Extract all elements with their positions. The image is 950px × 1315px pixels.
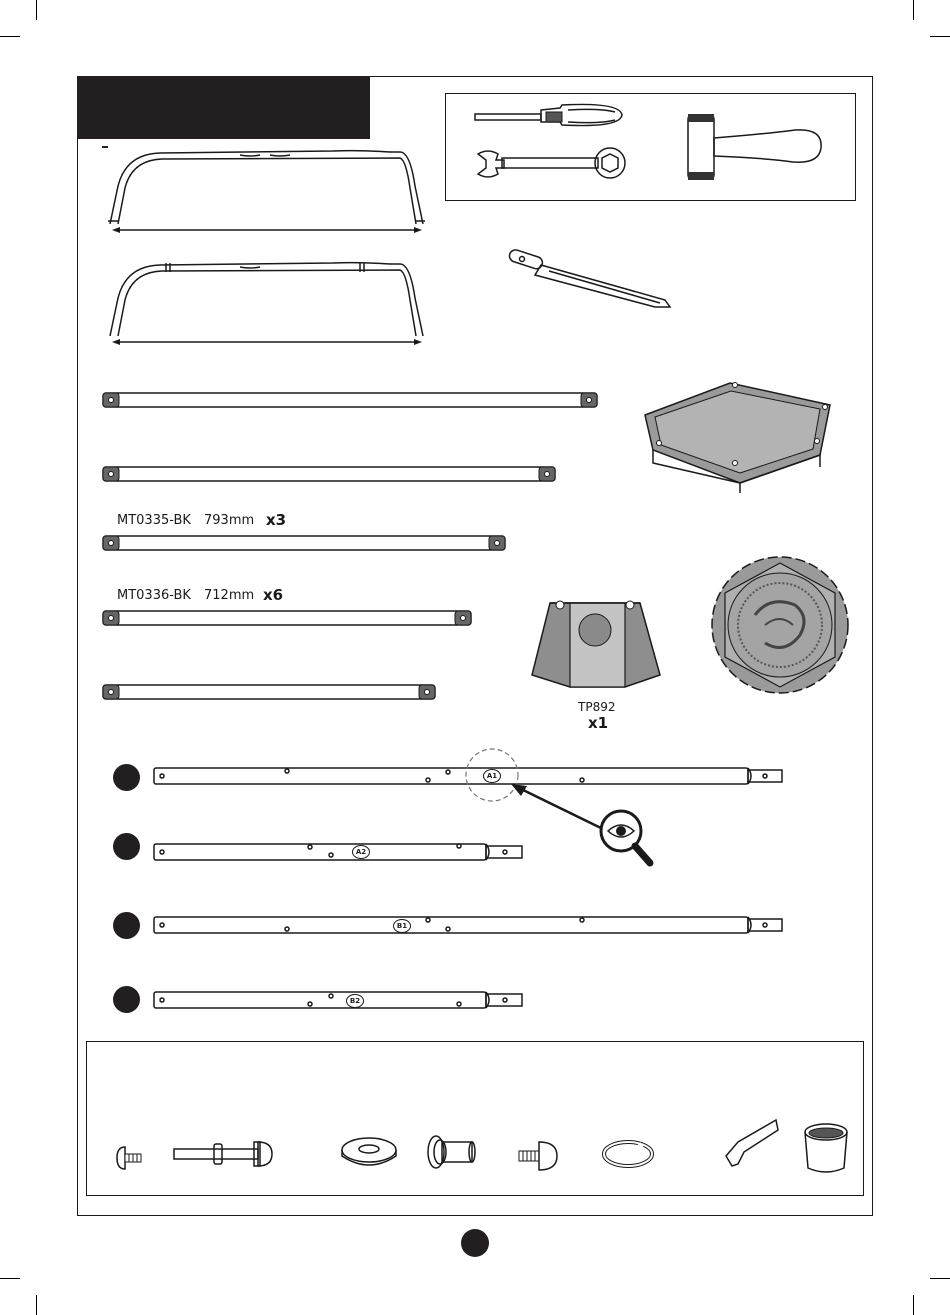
crop-mark	[930, 1278, 950, 1279]
tube-mt0336-2	[100, 682, 440, 702]
callout-b1: B1	[393, 919, 411, 933]
crop-mark	[913, 1295, 914, 1315]
washer-icon	[340, 1134, 400, 1170]
leg-b2	[150, 988, 530, 1014]
tube-long-2	[100, 464, 560, 484]
pry-tool-icon	[505, 245, 675, 315]
page-number-badge	[461, 1229, 489, 1257]
screw-icon	[515, 1140, 561, 1172]
step-badge-1	[113, 764, 140, 791]
tp892-cover-icon	[530, 595, 670, 695]
screwdriver-icon	[470, 100, 630, 140]
crop-mark	[930, 36, 950, 37]
part-code-mt0335: MT0335-BK	[117, 513, 191, 528]
snap-ring-icon	[600, 1138, 658, 1172]
step-badge-4	[113, 986, 140, 1013]
part-length-mt0336: 712mm	[204, 588, 255, 603]
crop-mark	[0, 36, 20, 37]
part-qty-tp892: x1	[588, 714, 609, 732]
curved-frame-top	[100, 146, 440, 242]
curved-frame-bottom	[100, 258, 440, 354]
crop-mark	[36, 1295, 37, 1315]
allen-key-icon	[720, 1112, 782, 1172]
part-length-mt0335: 793mm	[204, 513, 255, 528]
section-title-bar	[77, 76, 370, 139]
crop-mark	[0, 1278, 20, 1279]
step-badge-3	[113, 912, 140, 939]
step-badge-2	[113, 833, 140, 860]
callout-b2: B2	[346, 994, 364, 1008]
leg-a2	[150, 840, 530, 866]
hex-tray-icon	[635, 375, 840, 490]
long-bolt-icon	[170, 1136, 280, 1172]
callout-a1: A1	[483, 769, 501, 783]
part-qty-mt0336: x6	[263, 586, 284, 604]
crop-mark	[913, 0, 914, 20]
bushing-icon	[424, 1132, 478, 1172]
end-cap-icon	[800, 1120, 852, 1176]
tube-mt0335	[100, 533, 510, 553]
crop-mark	[36, 0, 37, 20]
callout-a2: A2	[352, 845, 370, 859]
part-code-tp892: TP892	[578, 700, 616, 714]
part-code-mt0336: MT0336-BK	[117, 588, 191, 603]
tube-mt0336-1	[100, 608, 475, 628]
decorative-disc-icon	[705, 555, 855, 695]
leg-b1	[150, 913, 790, 939]
short-bolt-icon	[113, 1145, 145, 1171]
magnifier-eye-icon	[598, 807, 658, 869]
part-qty-mt0335: x3	[266, 511, 287, 529]
mallet-icon	[685, 110, 830, 185]
tube-long-1	[100, 390, 600, 410]
wrench-icon	[474, 146, 634, 186]
